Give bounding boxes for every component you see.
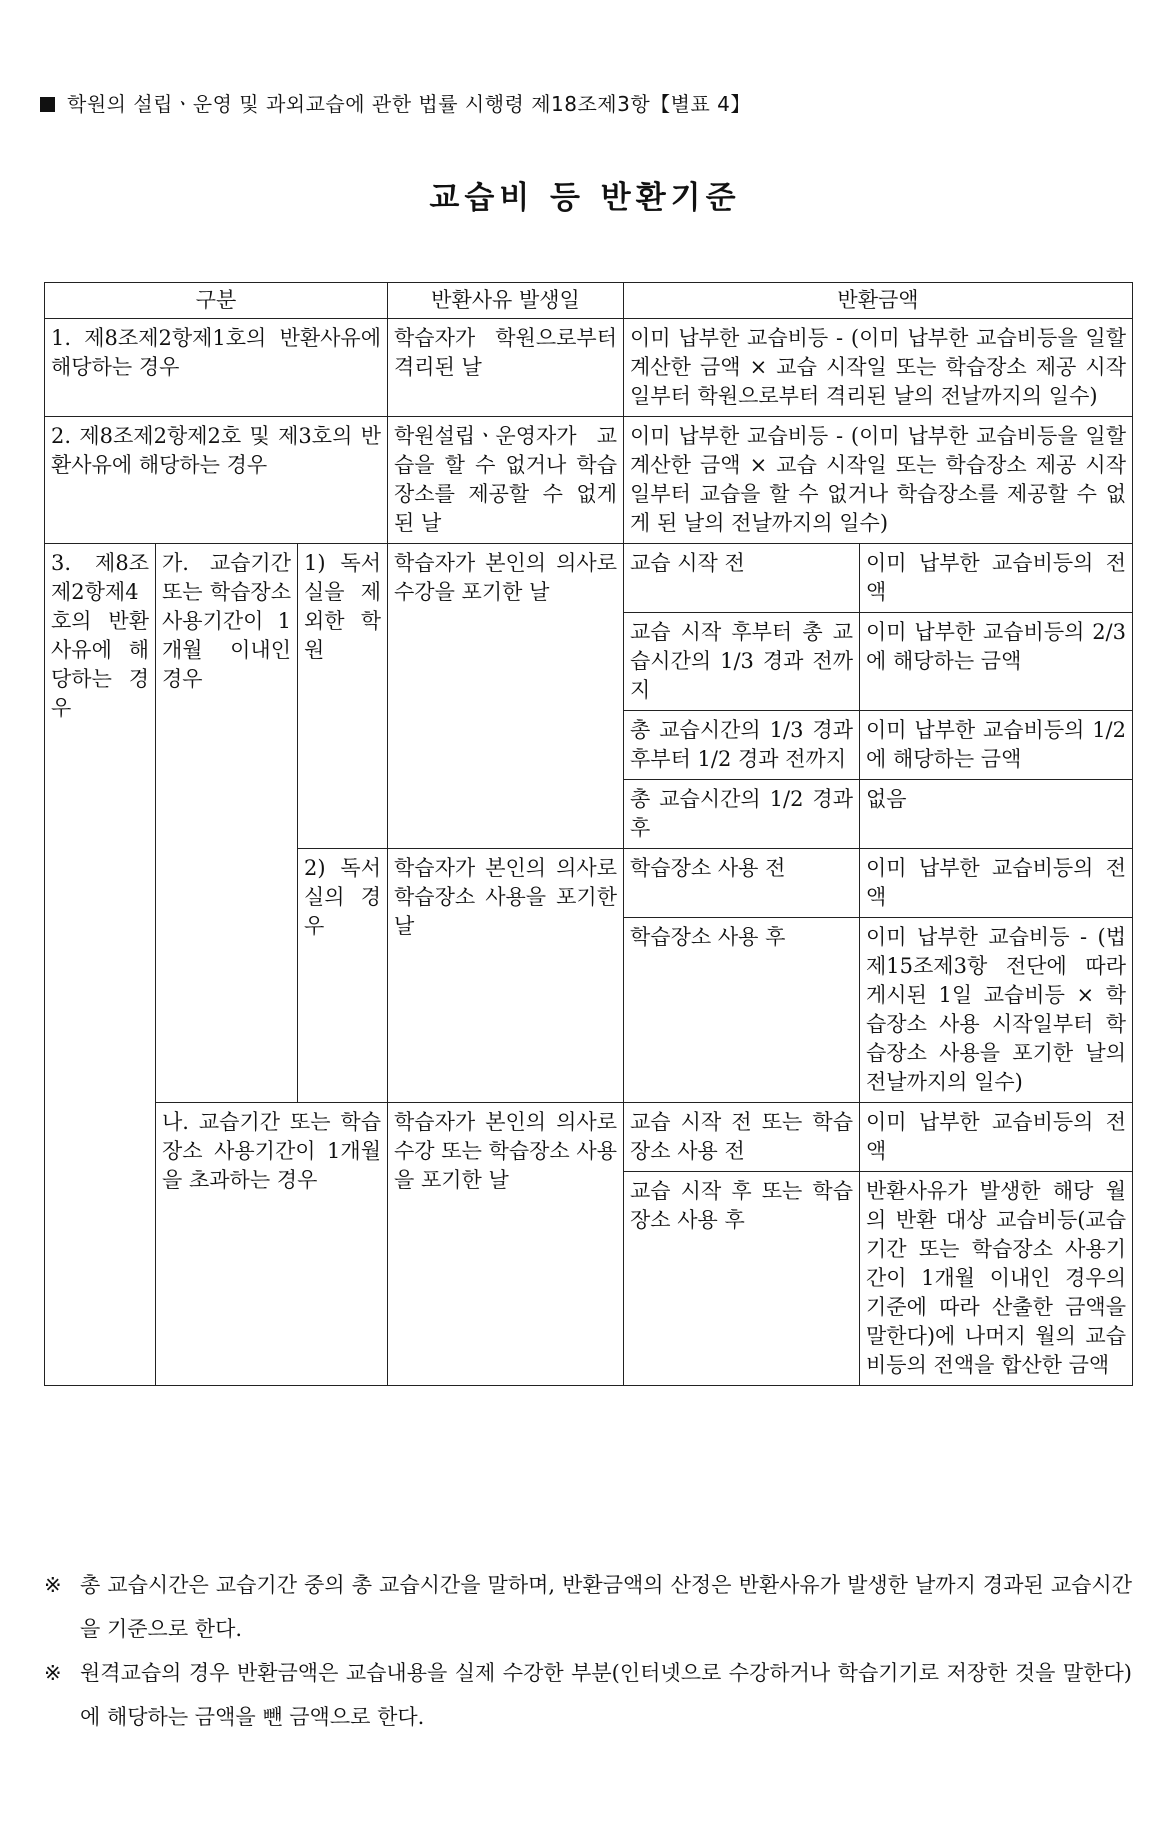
case-when: 교습 시작 후 또는 학습장소 사용 후	[624, 1172, 860, 1386]
case-when: 교습 시작 전	[624, 544, 860, 613]
header-category: 구분	[45, 283, 388, 319]
row1-date: 학습자가 학원으로부터 격리된 날	[388, 319, 624, 417]
case-amount: 이미 납부한 교습비등의 전액	[860, 849, 1133, 918]
row2-date: 학원설립ㆍ운영자가 교습을 할 수 없거나 학습장소를 제공할 수 없게 된 날	[388, 417, 624, 544]
case-amount: 이미 납부한 교습비등 - (법 제15조제3항 전단에 따라 게시된 1일 교습비등 × 학습장소 사용 시작일부터 학습장소 사용을 포기한 날의 전날까지의 일수)	[860, 918, 1133, 1103]
table-row	[45, 1103, 1133, 1172]
case-when: 교습 시작 전 또는 학습장소 사용 전	[624, 1103, 860, 1172]
case-when: 총 교습시간의 1/3 경과 후부터 1/2 경과 전까지	[624, 711, 860, 780]
refund-criteria-table	[44, 282, 1133, 1386]
case-amount: 이미 납부한 교습비등의 전액	[860, 544, 1133, 613]
row3-a-item1-label: 1) 독서실을 제외한 학원	[298, 544, 388, 849]
law-reference-line	[40, 88, 751, 117]
row3-sub-b-label: 나. 교습기간 또는 학습장소 사용기간이 1개월을 초과하는 경우	[156, 1103, 388, 1386]
row1-category: 1. 제8조제2항제1호의 반환사유에 해당하는 경우	[45, 319, 388, 417]
footnote	[44, 1563, 1132, 1651]
table-row	[45, 417, 1133, 544]
row2-amount: 이미 납부한 교습비등 - (이미 납부한 교습비등을 일할계산한 금액 × 교습 시작일 또는 학습장소 제공 시작일부터 교습을 할 수 없거나 학습장소를 제공할 수 없게 된 날의 전날까지의 일수)	[624, 417, 1133, 544]
table-row	[45, 319, 1133, 417]
case-amount: 이미 납부한 교습비등의 전액	[860, 1103, 1133, 1172]
case-amount: 반환사유가 발생한 해당 월의 반환 대상 교습비등(교습기간 또는 학습장소 사용기간이 1개월 이내인 경우의 기준에 따라 산출한 금액을 말한다)에 나머지 월의 교습비등의 전액을 합산한 금액	[860, 1172, 1133, 1386]
row1-amount: 이미 납부한 교습비등 - (이미 납부한 교습비등을 일할계산한 금액 × 교습 시작일 또는 학습장소 제공 시작일부터 학원으로부터 격리된 날의 전날까지의 일수)	[624, 319, 1133, 417]
row3-a-item2-label: 2) 독서실의 경우	[298, 849, 388, 1103]
case-when: 학습장소 사용 전	[624, 849, 860, 918]
case-when: 총 교습시간의 1/2 경과 후	[624, 780, 860, 849]
row3-sub-b-date: 학습자가 본인의 의사로 수강 또는 학습장소 사용을 포기한 날	[388, 1103, 624, 1386]
footnote	[44, 1651, 1132, 1739]
case-when: 학습장소 사용 후	[624, 918, 860, 1103]
row3-a-item1-date: 학습자가 본인의 의사로 수강을 포기한 날	[388, 544, 624, 849]
law-reference-text: 학원의 설립ㆍ운영 및 과외교습에 관한 법률 시행령 제18조제3항【별표 4】	[67, 92, 751, 116]
document-title: 교습비 등 반환기준	[429, 180, 741, 216]
reference-mark: ※	[44, 1661, 62, 1685]
row3-sub-a-label: 가. 교습기간 또는 학습장소 사용기간이 1개월 이내인 경우	[156, 544, 298, 1103]
table-row	[45, 544, 1133, 613]
case-amount: 이미 납부한 교습비등의 1/2에 해당하는 금액	[860, 711, 1133, 780]
header-occurrence-date: 반환사유 발생일	[388, 283, 624, 319]
reference-mark: ※	[44, 1573, 62, 1597]
footnote-text: 원격교습의 경우 반환금액은 교습내용을 실제 수강한 부분(인터넷으로 수강하거나 학습기기로 저장한 것을 말한다)에 해당하는 금액을 뺀 금액으로 한다.	[80, 1661, 1132, 1729]
case-when: 교습 시작 후부터 총 교습시간의 1/3 경과 전까지	[624, 613, 860, 711]
row2-category: 2. 제8조제2항제2호 및 제3호의 반환사유에 해당하는 경우	[45, 417, 388, 544]
row3-category: 3. 제8조제2항제4호의 반환사유에 해당하는 경우	[45, 544, 156, 1386]
footnote-text: 총 교습시간은 교습기간 중의 총 교습시간을 말하며, 반환금액의 산정은 반환사유가 발생한 날까지 경과된 교습시간을 기준으로 한다.	[80, 1573, 1132, 1641]
case-amount: 없음	[860, 780, 1133, 849]
footnotes	[44, 1563, 1132, 1739]
table-header-row	[45, 283, 1133, 319]
row3-a-item2-date: 학습자가 본인의 의사로 학습장소 사용을 포기한 날	[388, 849, 624, 1103]
black-square-icon	[40, 97, 55, 112]
case-amount: 이미 납부한 교습비등의 2/3에 해당하는 금액	[860, 613, 1133, 711]
header-refund-amount: 반환금액	[624, 283, 1133, 319]
